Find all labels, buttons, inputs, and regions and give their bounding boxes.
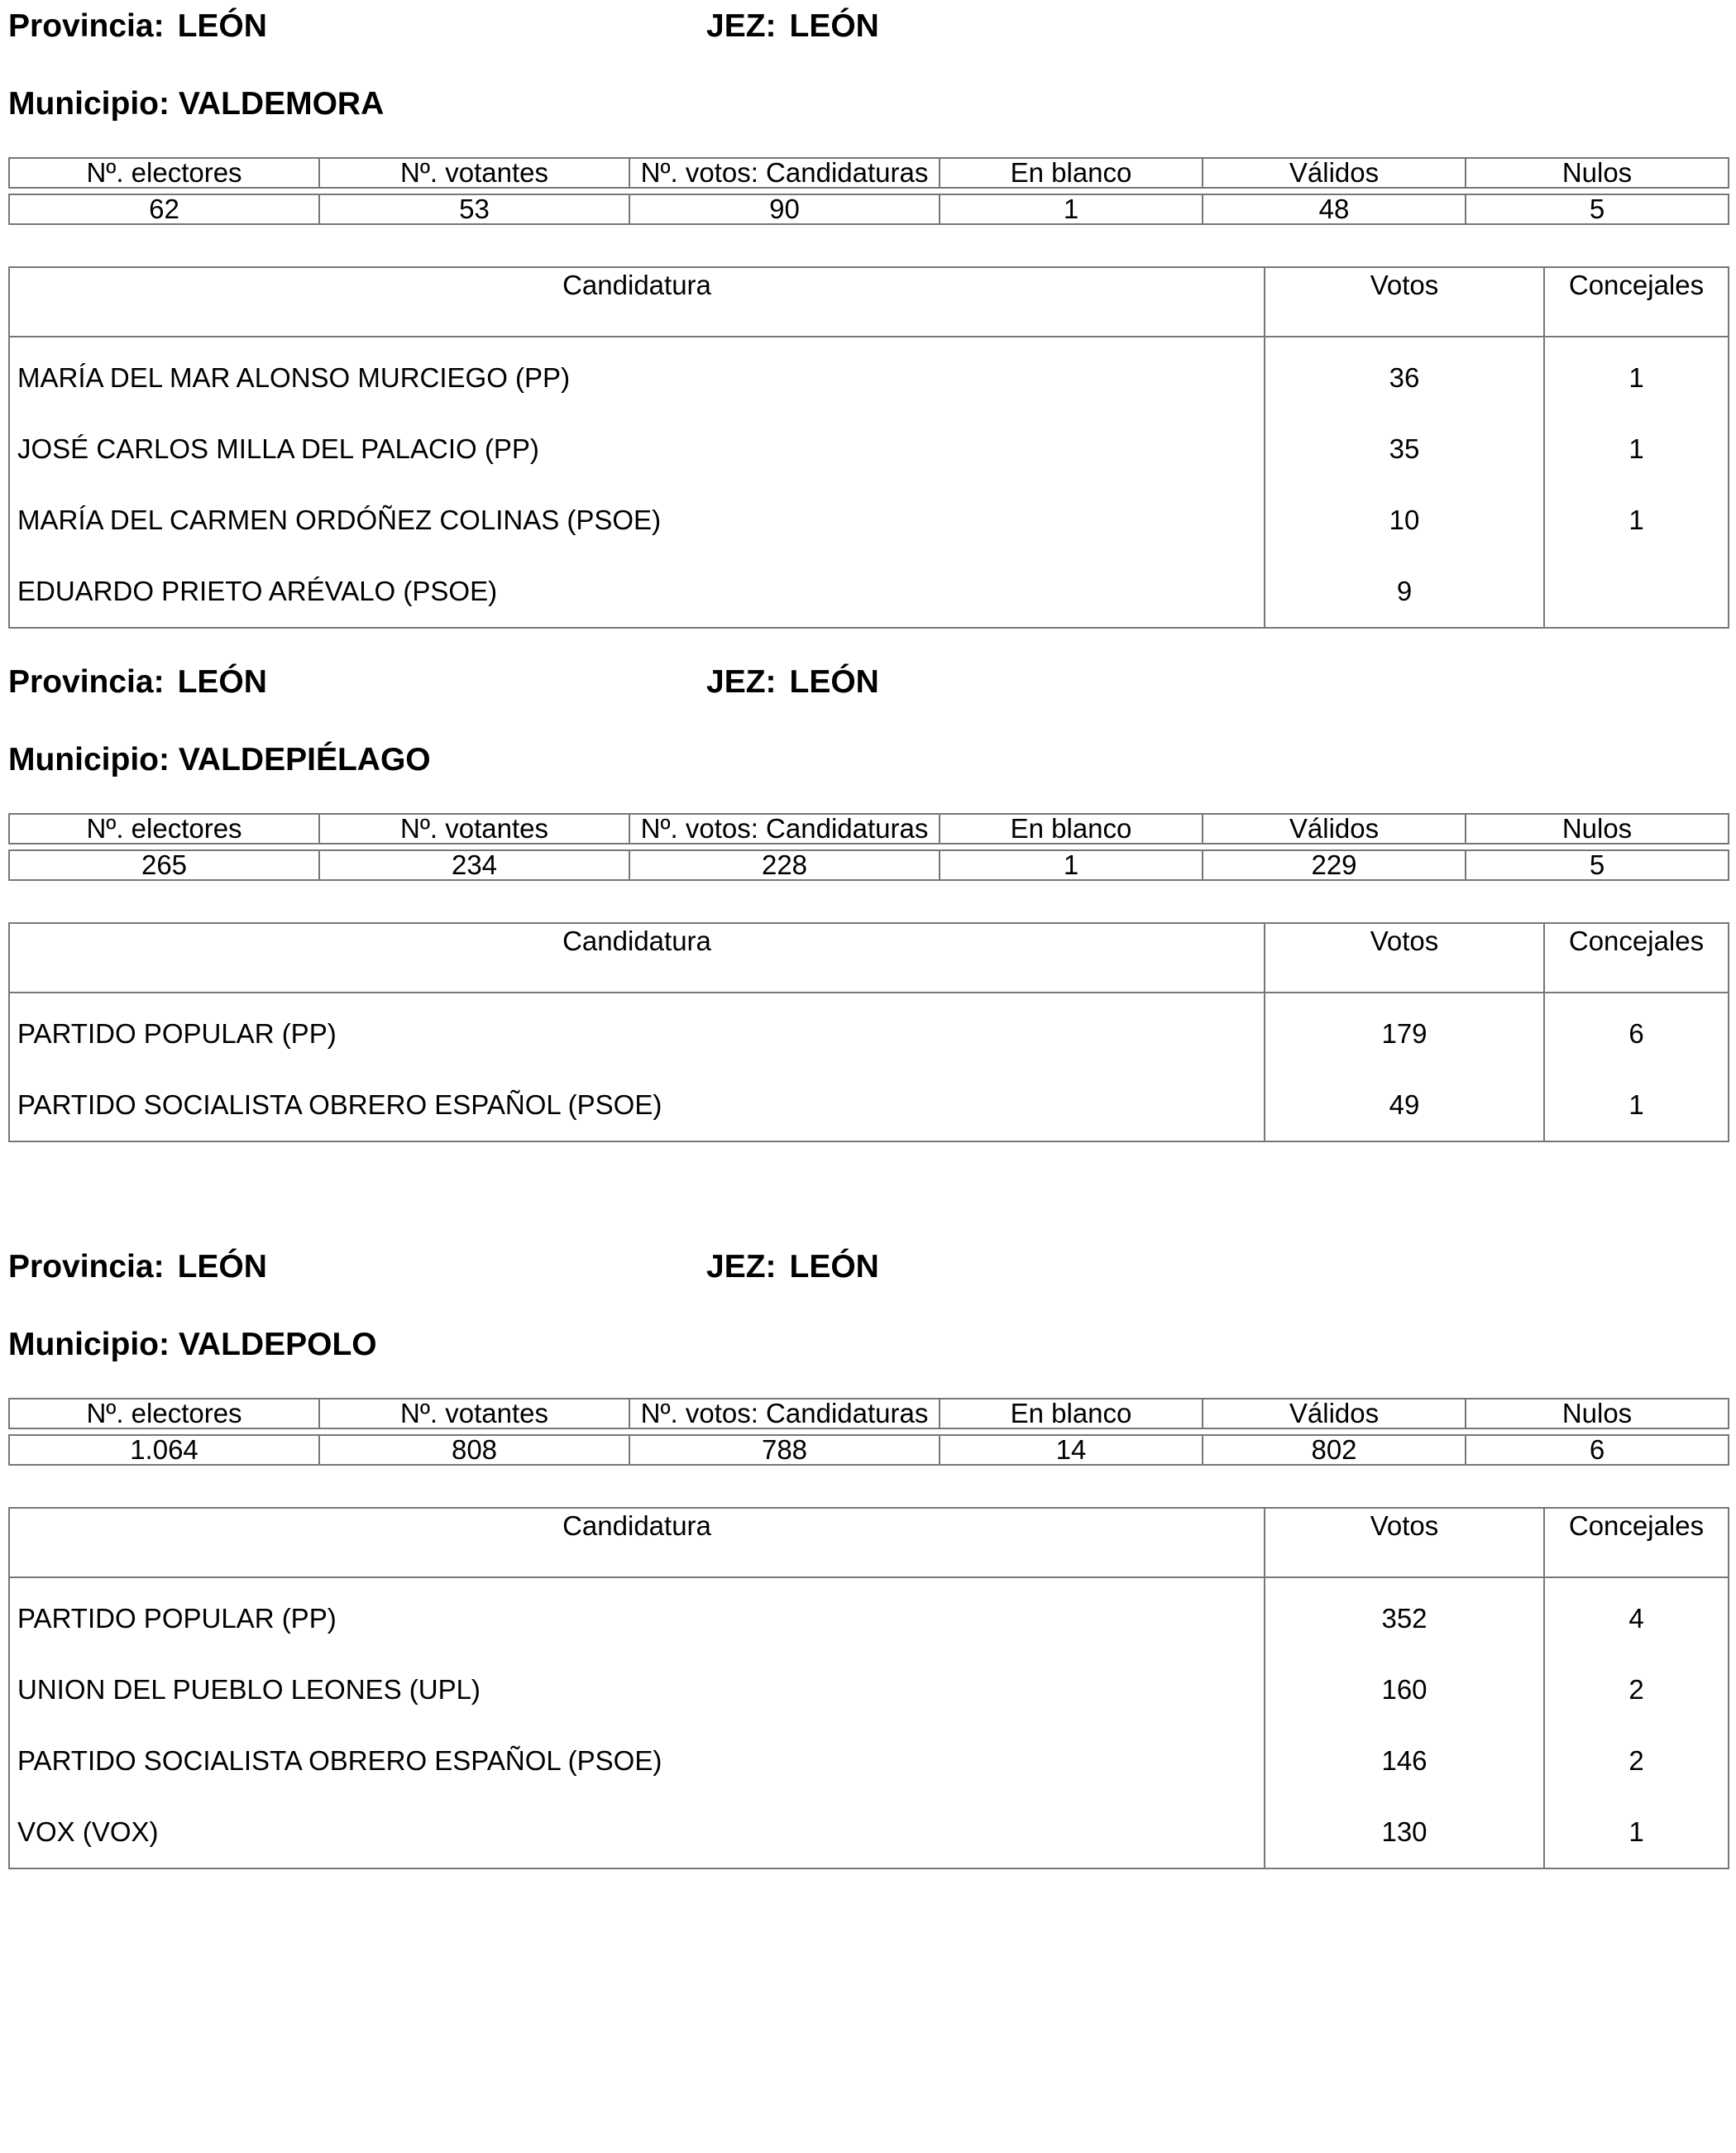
stat-value: 265 bbox=[9, 850, 319, 880]
votos-header: Votos bbox=[1265, 267, 1544, 337]
stats-table bbox=[8, 157, 1729, 189]
provincia-line bbox=[8, 8, 267, 45]
municipio-line bbox=[8, 86, 384, 122]
provincia-line bbox=[8, 1249, 267, 1285]
stat-header: Nº. electores bbox=[9, 1399, 319, 1428]
stats-header-row bbox=[9, 814, 1729, 844]
stat-value: 228 bbox=[629, 850, 940, 880]
candidate-concejales: 1 bbox=[1544, 485, 1729, 556]
stat-value: 5 bbox=[1466, 850, 1729, 880]
candidate-votos: 49 bbox=[1265, 1069, 1544, 1141]
candidate-votos: 352 bbox=[1265, 1577, 1544, 1654]
stat-header: Nº. electores bbox=[9, 158, 319, 188]
candidate-votos: 130 bbox=[1265, 1797, 1544, 1868]
stats-values-row bbox=[9, 194, 1729, 224]
municipio-value: VALDEMORA bbox=[178, 86, 385, 122]
candidate-concejales: 1 bbox=[1544, 1069, 1729, 1141]
candidate-votos: 146 bbox=[1265, 1725, 1544, 1797]
municipio-line bbox=[8, 742, 431, 778]
candidatura-header: Candidatura bbox=[9, 267, 1265, 337]
stat-header: Nº. electores bbox=[9, 814, 319, 844]
candidate-name: EDUARDO PRIETO ARÉVALO (PSOE) bbox=[9, 556, 1265, 628]
jez-label: JEZ: bbox=[706, 1249, 777, 1285]
stat-header: Nº. votos: Candidaturas bbox=[629, 158, 940, 188]
jez-label: JEZ: bbox=[706, 8, 777, 44]
provincia-value: LEÓN bbox=[177, 8, 267, 44]
candidate-votos: 36 bbox=[1265, 337, 1544, 414]
stat-value: 6 bbox=[1466, 1435, 1729, 1465]
stat-value: 5 bbox=[1466, 194, 1729, 224]
stat-header: Nº. votos: Candidaturas bbox=[629, 814, 940, 844]
jez-line bbox=[706, 664, 879, 701]
stats-table bbox=[8, 1398, 1729, 1429]
concejales-header: Concejales bbox=[1544, 923, 1729, 993]
table-row bbox=[9, 1725, 1729, 1797]
candidate-name: VOX (VOX) bbox=[9, 1797, 1265, 1868]
stats-values-row bbox=[9, 1435, 1729, 1465]
candidate-concejales bbox=[1544, 556, 1729, 628]
candidate-name: MARÍA DEL CARMEN ORDÓÑEZ COLINAS (PSOE) bbox=[9, 485, 1265, 556]
table-row bbox=[9, 1069, 1729, 1141]
municipio-value: VALDEPIÉLAGO bbox=[178, 742, 431, 777]
table-row bbox=[9, 556, 1729, 628]
candidatura-header: Candidatura bbox=[9, 1508, 1265, 1577]
candidate-concejales: 4 bbox=[1544, 1577, 1729, 1654]
provincia-label: Provincia: bbox=[8, 8, 165, 44]
candidate-concejales: 2 bbox=[1544, 1654, 1729, 1725]
provincia-line bbox=[8, 664, 267, 701]
candidate-votos: 10 bbox=[1265, 485, 1544, 556]
candidate-name: PARTIDO SOCIALISTA OBRERO ESPAÑOL (PSOE) bbox=[9, 1725, 1265, 1797]
candidate-name: PARTIDO POPULAR (PP) bbox=[9, 993, 1265, 1069]
stats-table bbox=[8, 813, 1729, 844]
stat-value: 229 bbox=[1203, 850, 1466, 880]
stat-header: Válidos bbox=[1203, 1399, 1466, 1428]
concejales-header: Concejales bbox=[1544, 1508, 1729, 1577]
stats-header-row bbox=[9, 158, 1729, 188]
stat-header: En blanco bbox=[940, 1399, 1203, 1428]
stat-header: Nº. votantes bbox=[319, 158, 629, 188]
candidate-name: PARTIDO POPULAR (PP) bbox=[9, 1577, 1265, 1654]
jez-label: JEZ: bbox=[706, 664, 777, 700]
candidate-concejales: 1 bbox=[1544, 1797, 1729, 1868]
stat-value: 53 bbox=[319, 194, 629, 224]
provincia-label: Provincia: bbox=[8, 664, 165, 700]
stat-value: 1 bbox=[940, 850, 1203, 880]
stat-value: 48 bbox=[1203, 194, 1466, 224]
stat-header: Nº. votantes bbox=[319, 814, 629, 844]
stat-header: Nº. votos: Candidaturas bbox=[629, 1399, 940, 1428]
stat-header: En blanco bbox=[940, 158, 1203, 188]
stat-header: Válidos bbox=[1203, 814, 1466, 844]
stats-values-table bbox=[8, 194, 1729, 225]
candidate-name: UNION DEL PUEBLO LEONES (UPL) bbox=[9, 1654, 1265, 1725]
jez-value: LEÓN bbox=[789, 8, 879, 44]
stat-header: Nº. votantes bbox=[319, 1399, 629, 1428]
provincia-value: LEÓN bbox=[177, 664, 267, 700]
stat-header: Válidos bbox=[1203, 158, 1466, 188]
stat-value: 802 bbox=[1203, 1435, 1466, 1465]
stat-value: 1.064 bbox=[9, 1435, 319, 1465]
candidates-table bbox=[8, 1507, 1729, 1869]
stat-header: Nulos bbox=[1466, 814, 1729, 844]
stats-header-row bbox=[9, 1399, 1729, 1428]
concejales-header: Concejales bbox=[1544, 267, 1729, 337]
jez-line bbox=[706, 1249, 879, 1285]
candidates-table bbox=[8, 922, 1729, 1142]
candidate-concejales: 6 bbox=[1544, 993, 1729, 1069]
votos-header: Votos bbox=[1265, 1508, 1544, 1577]
table-row bbox=[9, 1654, 1729, 1725]
candidate-name: MARÍA DEL MAR ALONSO MURCIEGO (PP) bbox=[9, 337, 1265, 414]
candidates-header-row bbox=[9, 923, 1729, 993]
table-row bbox=[9, 337, 1729, 414]
candidate-concejales: 1 bbox=[1544, 337, 1729, 414]
stats-values-row bbox=[9, 850, 1729, 880]
municipio-value: VALDEPOLO bbox=[178, 1327, 377, 1362]
stat-header: En blanco bbox=[940, 814, 1203, 844]
candidatura-header: Candidatura bbox=[9, 923, 1265, 993]
table-row bbox=[9, 1797, 1729, 1868]
stat-value: 90 bbox=[629, 194, 940, 224]
municipio-label: Municipio: bbox=[8, 742, 170, 777]
votos-header: Votos bbox=[1265, 923, 1544, 993]
table-row bbox=[9, 1577, 1729, 1654]
stat-header: Nulos bbox=[1466, 1399, 1729, 1428]
candidate-name: JOSÉ CARLOS MILLA DEL PALACIO (PP) bbox=[9, 414, 1265, 485]
provincia-value: LEÓN bbox=[177, 1249, 267, 1285]
stat-value: 62 bbox=[9, 194, 319, 224]
candidate-votos: 160 bbox=[1265, 1654, 1544, 1725]
candidate-votos: 9 bbox=[1265, 556, 1544, 628]
stat-header: Nulos bbox=[1466, 158, 1729, 188]
candidates-header-row bbox=[9, 1508, 1729, 1577]
table-row bbox=[9, 993, 1729, 1069]
candidate-votos: 35 bbox=[1265, 414, 1544, 485]
provincia-label: Provincia: bbox=[8, 1249, 165, 1285]
table-row bbox=[9, 485, 1729, 556]
jez-value: LEÓN bbox=[789, 1249, 879, 1285]
stat-value: 1 bbox=[940, 194, 1203, 224]
stat-value: 14 bbox=[940, 1435, 1203, 1465]
stat-value: 808 bbox=[319, 1435, 629, 1465]
candidate-votos: 179 bbox=[1265, 993, 1544, 1069]
candidate-concejales: 1 bbox=[1544, 414, 1729, 485]
municipio-label: Municipio: bbox=[8, 86, 170, 122]
candidates-header-row bbox=[9, 267, 1729, 337]
municipio-line bbox=[8, 1327, 377, 1363]
municipio-label: Municipio: bbox=[8, 1327, 170, 1362]
stat-value: 788 bbox=[629, 1435, 940, 1465]
candidate-name: PARTIDO SOCIALISTA OBRERO ESPAÑOL (PSOE) bbox=[9, 1069, 1265, 1141]
candidates-table bbox=[8, 266, 1729, 629]
jez-line bbox=[706, 8, 879, 45]
candidate-concejales: 2 bbox=[1544, 1725, 1729, 1797]
stat-value: 234 bbox=[319, 850, 629, 880]
table-row bbox=[9, 414, 1729, 485]
stats-values-table bbox=[8, 1434, 1729, 1466]
jez-value: LEÓN bbox=[789, 664, 879, 700]
stats-values-table bbox=[8, 849, 1729, 881]
